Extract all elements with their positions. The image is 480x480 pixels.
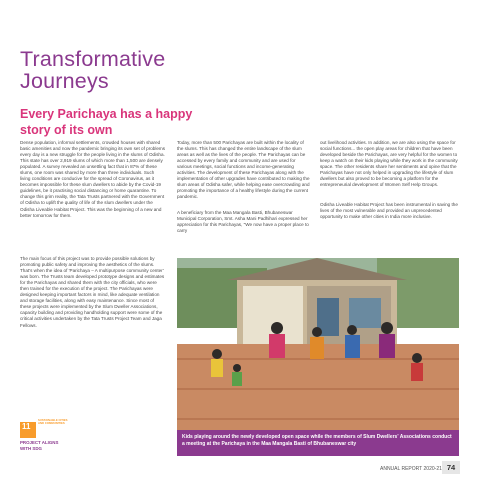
page-title <box>20 48 165 92</box>
community-photo <box>177 258 459 456</box>
subtitle-line-1: Every Parichaya has a happy <box>20 107 193 121</box>
column-3-paragraph-2: Odisha Liveable Habitat Project has been instrumental in saving the lives of the most vulnerable and provided an unprecedented opportunity to make other cities in India more inclusive. <box>320 202 458 220</box>
column-2-paragraph-1: Today, more than 500 Parichayas are built within the locality of the slums. This has changed the entire landscape of the slum areas as well as the lives of the people. The Parichayas can be accessed by every family and community and are used for various meetings, social functions and income-generating activities. The development of these Parichayas along with the implementation of other upgrades have contributed to making the slum areas of Odisha safer, while helping ease overcrowding and promoting the importance of a healthy lifestyle during the current pandemic. <box>177 140 310 200</box>
column-3-paragraph-1: out livelihood activities. In addition, we are also using the space for social functions... the open play areas for children that have been developed beside the Parichayas, are very helpful for the women to keep a watch on their kids playing while they work in the community space. The other residents share her sentiments and opine that the Parichayas have not only helped in upgrading the lifestyle of slum dwellers but also proved to be becoming a platform for the entrepreneurial development of Women Self Help Groups. <box>320 140 458 188</box>
column-1-paragraph-2: The main focus of this project was to provide possible solutions by promoting public safety and improving the aesthetics of the slums. That's when the idea of 'Parichaya – A multipurpose community center' was born. The Trusts team developed prototype designs and estimates for the Parichayas and shared them with the city officials, who were then trained for the execution of the project. The Parichayas were designed keeping important factors in mind, like adequate ventilation and storage facilities, along with easy maintenance. Since most of these projects were implemented by the Slum Dweller Associations, capacity building and providing handholding support were some of the critical activities undertaken by the Tata Trusts Project Team and Jaga Fellows. <box>20 256 165 328</box>
photo-caption: Kids playing around the newly developed open space while the members of Slum Dwellers' Associations conduct a meeting at the Parichaya in the Maa Mangala Basti of Bhubaneswar city <box>182 434 452 447</box>
sdg-heading: SUSTAINABLE CITIES AND COMMUNITIES <box>38 418 68 426</box>
column-2-paragraph-2: A beneficiary from the Maa Mangala Basti, Bhubaneswar Municipal Corporation, Smt. Asha Mani Padhihari expressed her appreciation for this Parichayas, "We now have a proper place to carry <box>177 210 309 234</box>
column-1-paragraph-1: Dense population, informal settlements, crowded houses with shared basic amenities and now the pandemic bringing its own set of problems every day is a new struggle for the people living in the slums of Odisha. This state has over 2,919 slums of which more than 1,500 are densely populated. A survey revealed an unsettling fact that in 87% of these slums, one room was shared by more than three individuals. Such living conditions are conducive for the spread of Coronavirus, as it becomes impossible for these slum dwellers to abide by the Covid-19 guidelines, be it practising social distancing or home quarantine. To change this grim reality, the Tata Trusts partnered with the Government of Odisha to uplift the quality of life of the slum dwellers under the Odisha Liveable Habitat Project. This was the beginning of a new and better tomorrow for them. <box>20 140 166 218</box>
sdg-alignment-label <box>20 440 100 451</box>
sdg-number: 11 <box>22 422 31 431</box>
title-line-1: Transformative <box>20 47 166 71</box>
sdg-label-line-2: WITH SDG <box>20 445 42 451</box>
report-name: ANNUAL REPORT 2020-21 <box>380 466 442 472</box>
sdg-label-line-1: PROJECT ALIGNS <box>20 440 59 445</box>
page-subtitle <box>20 106 192 138</box>
title-line-2: Journeys <box>20 69 109 93</box>
page-number: 74 <box>446 463 456 472</box>
subtitle-line-2: story of its own <box>20 123 113 137</box>
